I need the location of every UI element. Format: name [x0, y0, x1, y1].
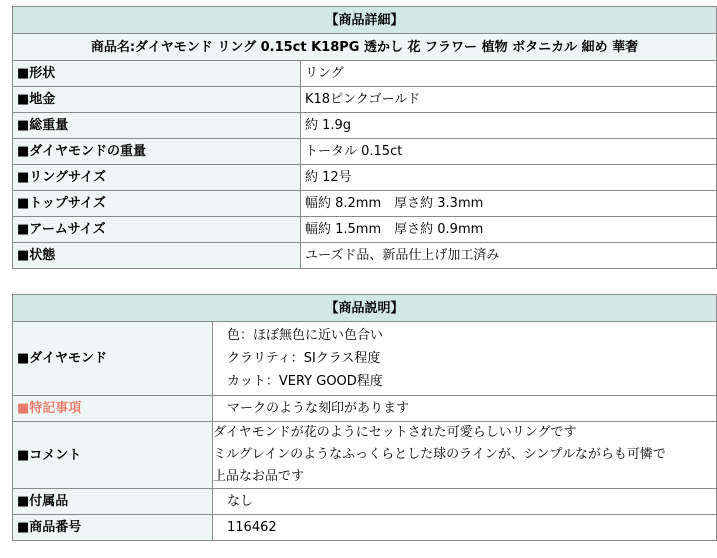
spec-row	[13, 217, 717, 243]
diamond-value	[213, 322, 717, 396]
diamond-label: ■ダイヤモンド	[13, 322, 213, 396]
spec-label: ■トップサイズ	[13, 191, 301, 217]
product-no-label: ■商品番号	[13, 515, 213, 541]
details-table	[12, 6, 717, 269]
accessories-row	[13, 489, 717, 515]
diamond-row	[13, 322, 717, 396]
description-header: 【商品説明】	[13, 295, 717, 322]
product-title: 商品名:ダイヤモンド リング 0.15ct K18PG 透かし 花 フラワー 植物 ボタニカル 細め 華奢	[13, 34, 717, 61]
comment-line: ミルグレインのようなふっくらとした球のラインが、シンプルながらも可憐で	[213, 447, 666, 462]
special-row	[13, 396, 717, 422]
spec-value: 約 1.9g	[301, 113, 717, 139]
spec-value: ユーズド品、新品仕上げ加工済み	[301, 243, 717, 269]
spec-label: ■状態	[13, 243, 301, 269]
spec-value: K18ピンクゴールド	[301, 87, 717, 113]
spec-row	[13, 87, 717, 113]
spec-value: 約 12号	[301, 165, 717, 191]
special-label	[13, 396, 213, 422]
spec-value: トータル 0.15ct	[301, 139, 717, 165]
spec-label: ■形状	[13, 61, 301, 87]
spec-label: ■地金	[13, 87, 301, 113]
spec-label: ■リングサイズ	[13, 165, 301, 191]
product-no-row	[13, 515, 717, 541]
details-header: 【商品詳細】	[13, 7, 717, 34]
special-label-text: ■特記事項	[17, 401, 82, 416]
accessories-label: ■付属品	[13, 489, 213, 515]
spec-row	[13, 191, 717, 217]
spec-row	[13, 61, 717, 87]
accessories-value: なし	[213, 489, 717, 515]
spec-row	[13, 113, 717, 139]
spec-value: 幅約 1.5mm 厚さ約 0.9mm	[301, 217, 717, 243]
spec-row	[13, 243, 717, 269]
diamond-color-line: 色：ほぼ無色に近い色合い	[227, 328, 384, 343]
diamond-cut-line: カット：VERY GOOD程度	[227, 374, 383, 389]
diamond-clarity-line: クラリティ：SIクラス程度	[227, 351, 381, 366]
comment-value	[213, 422, 717, 489]
comment-row	[13, 422, 717, 489]
spec-value: 幅約 8.2mm 厚さ約 3.3mm	[301, 191, 717, 217]
comment-line: 上品なお品です	[213, 469, 305, 484]
comment-line: ダイヤモンドが花のようにセットされた可愛らしいリングです	[213, 425, 577, 440]
spec-row	[13, 165, 717, 191]
spec-label: ■アームサイズ	[13, 217, 301, 243]
comment-label: ■コメント	[13, 422, 213, 489]
spec-row	[13, 139, 717, 165]
special-value: マークのような刻印があります	[213, 396, 717, 422]
description-table	[12, 294, 717, 541]
product-no-value: 116462	[213, 515, 717, 541]
spec-label: ■ダイヤモンドの重量	[13, 139, 301, 165]
spec-label: ■総重量	[13, 113, 301, 139]
spec-value: リング	[301, 61, 717, 87]
